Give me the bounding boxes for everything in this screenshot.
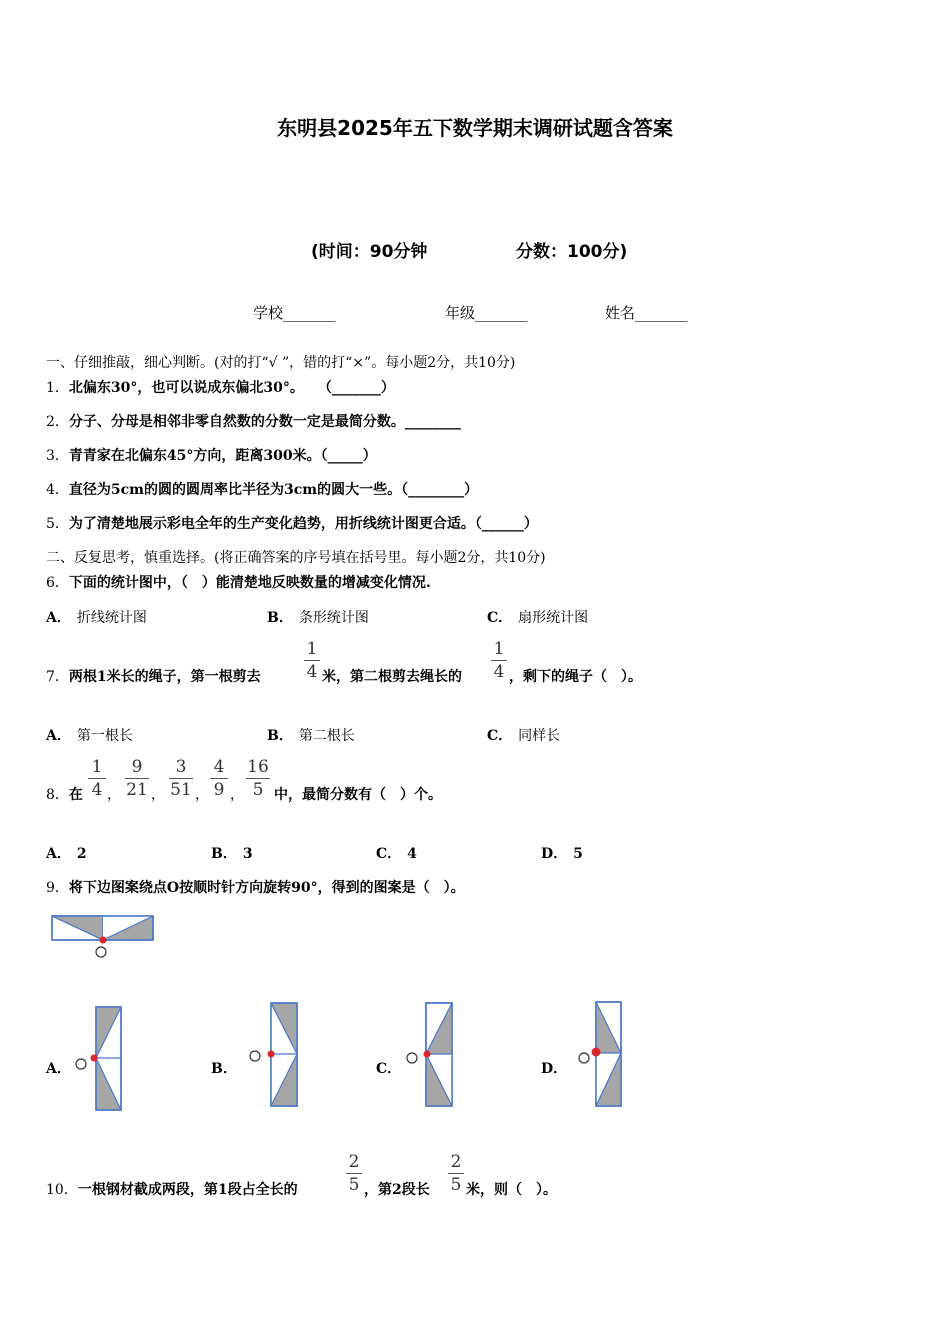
question-number: 2． bbox=[46, 414, 69, 430]
q8-fraction-5: 16 5 bbox=[247, 757, 269, 800]
q8-fraction-3: 3 51 bbox=[170, 757, 192, 800]
question-number: 5． bbox=[46, 516, 69, 532]
question-text: 分子、分母是相邻非零自然数的分数一定是最简分数。________ bbox=[68, 414, 461, 430]
option-text: 同样长 bbox=[518, 728, 561, 744]
question-8 bbox=[46, 784, 83, 804]
school-field: 学校_______ bbox=[253, 304, 336, 322]
question-text-part1: 两根1米长的绳子，第一根剪去 bbox=[68, 669, 261, 685]
q6-option-a[interactable] bbox=[46, 607, 147, 627]
option-text: 条形统计图 bbox=[298, 610, 369, 626]
question-3 bbox=[46, 445, 377, 465]
q10-fraction-1: 2 5 bbox=[346, 1152, 362, 1195]
option-text: 第二根长 bbox=[298, 728, 355, 744]
question-text: 下面的统计图中，（ ）能清楚地反映数量的增减变化情况. bbox=[68, 575, 431, 591]
q6-option-b[interactable] bbox=[267, 607, 369, 627]
exam-time: (时间：90分钟 bbox=[311, 242, 428, 262]
question-2 bbox=[46, 411, 461, 431]
name-field: 姓名_______ bbox=[605, 304, 688, 322]
q7-option-b[interactable] bbox=[267, 725, 355, 745]
separator: ， bbox=[195, 787, 209, 803]
q9-option-c-figure bbox=[402, 1001, 458, 1109]
denominator: 4 bbox=[306, 662, 318, 682]
q8-option-a[interactable]: A． 2 bbox=[46, 846, 87, 862]
option-letter: A． bbox=[46, 610, 71, 626]
q9-option-c[interactable]: C． bbox=[376, 1061, 402, 1077]
q8-suffix: 中，最简分数有（ ）个。 bbox=[274, 787, 442, 803]
option-letter: B． bbox=[267, 610, 293, 626]
numerator: 1 bbox=[493, 639, 505, 659]
q9-option-d[interactable]: D． bbox=[541, 1061, 568, 1077]
question-text: 直径为5cm的圆的圆周率比半径为3cm的圆大一些。（________） bbox=[68, 482, 479, 498]
question-10 bbox=[46, 1179, 298, 1199]
separator: ， bbox=[151, 787, 165, 803]
question-1 bbox=[46, 377, 395, 397]
q7-fraction-1 bbox=[304, 639, 320, 682]
q9-option-d-figure bbox=[575, 1000, 627, 1110]
separator: ， bbox=[107, 787, 121, 803]
question-number: 4． bbox=[46, 482, 69, 498]
option-text: 扇形统计图 bbox=[518, 610, 589, 626]
q8-fraction-4: 4 9 bbox=[210, 757, 228, 800]
question-text-part1: 一根钢材截成两段，第1段占全长的 bbox=[77, 1182, 298, 1198]
q7-option-a[interactable] bbox=[46, 725, 133, 745]
option-letter: A． bbox=[46, 728, 71, 744]
question-7 bbox=[46, 666, 261, 686]
grade-field: 年级_______ bbox=[445, 304, 528, 322]
separator: ， bbox=[230, 787, 244, 803]
option-letter: B． bbox=[267, 728, 293, 744]
question-text: 将下边图案绕点O按顺时针方向旋转90°，得到的图案是（ ）。 bbox=[68, 880, 465, 896]
question-6 bbox=[46, 572, 431, 592]
option-letter: C． bbox=[487, 728, 513, 744]
q9-original-figure bbox=[50, 914, 156, 962]
question-text: 北偏东30°，也可以说成东偏北30°。 （_______） bbox=[68, 380, 395, 396]
q9-option-a-figure bbox=[72, 1005, 126, 1113]
question-4 bbox=[46, 479, 478, 499]
q8-fraction-1: 1 4 bbox=[88, 757, 106, 800]
q9-option-b-figure bbox=[246, 1001, 302, 1109]
section1-heading: 一、仔细推敲，细心判断。(对的打“√ ”，错的打“×”。每小题2分，共10分) bbox=[46, 355, 516, 371]
question-number: 9． bbox=[46, 880, 69, 896]
question-5 bbox=[46, 513, 538, 533]
question-text: 为了清楚地展示彩电全年的生产变化趋势，用折线统计图更合适。（______） bbox=[68, 516, 538, 532]
question-prefix: 在 bbox=[68, 787, 83, 803]
q7-fraction-2 bbox=[491, 639, 507, 682]
q8-option-b[interactable]: B． 3 bbox=[211, 846, 253, 862]
question-number: 3． bbox=[46, 448, 69, 464]
q8-option-c[interactable]: C． 4 bbox=[376, 846, 417, 862]
question-number: 10． bbox=[46, 1182, 78, 1198]
question-text: 青青家在北偏东45°方向，距离300米。（_____） bbox=[68, 448, 377, 464]
q7-text-part2: 米，第二根剪去绳长的 bbox=[322, 669, 462, 685]
option-letter: C． bbox=[487, 610, 513, 626]
page-title: 东明县2025年五下数学期末调研试题含答案 bbox=[277, 116, 673, 140]
q9-option-b[interactable]: B． bbox=[211, 1061, 237, 1077]
q10-text-part2: ，第2段长 bbox=[364, 1182, 430, 1198]
option-text: 第一根长 bbox=[76, 728, 133, 744]
q9-option-a[interactable]: A． bbox=[46, 1061, 71, 1077]
q10-text-part3: 米，则（ ）。 bbox=[466, 1182, 557, 1198]
q8-option-d[interactable]: D． 5 bbox=[541, 846, 583, 862]
question-number: 6． bbox=[46, 575, 69, 591]
q6-option-c[interactable] bbox=[487, 607, 588, 627]
option-text: 折线统计图 bbox=[76, 610, 147, 626]
question-number: 7． bbox=[46, 669, 69, 685]
exam-score: 分数：100分) bbox=[516, 242, 628, 262]
q10-fraction-2: 2 5 bbox=[448, 1152, 464, 1195]
q7-option-c[interactable] bbox=[487, 725, 560, 745]
q8-fraction-2: 9 21 bbox=[126, 757, 148, 800]
q7-text-part3: ，剩下的绳子（ ）。 bbox=[509, 669, 642, 685]
section2-heading: 二、反复思考，慎重选择。(将正确答案的序号填在括号里。每小题2分，共10分) bbox=[46, 550, 546, 566]
question-9 bbox=[46, 877, 465, 897]
denominator: 4 bbox=[493, 662, 505, 682]
question-number: 1． bbox=[46, 380, 69, 396]
question-number: 8． bbox=[46, 787, 69, 803]
numerator: 1 bbox=[306, 639, 318, 659]
